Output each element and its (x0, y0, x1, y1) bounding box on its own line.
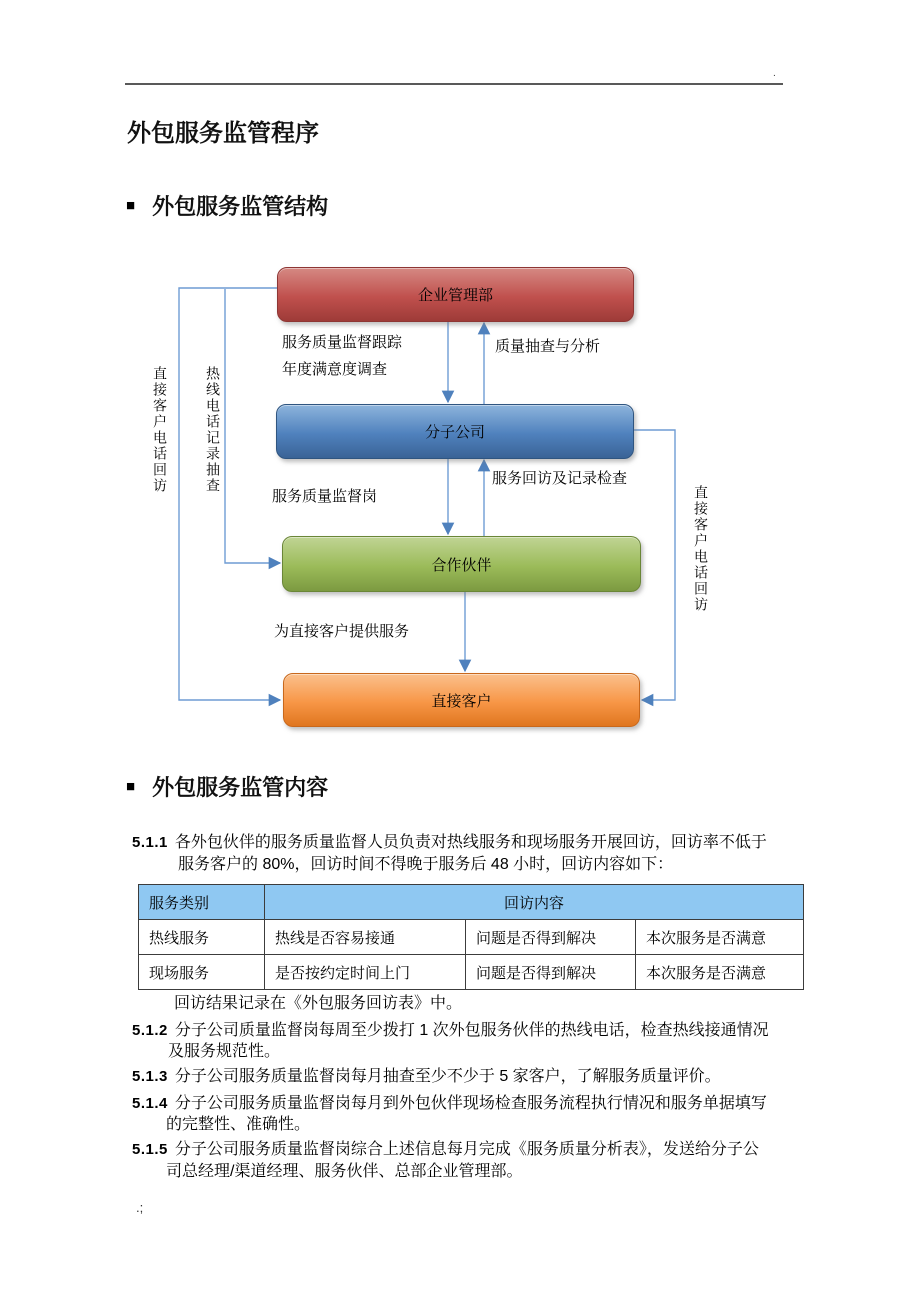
paragraph-512-line1 (132, 1020, 769, 1042)
section-heading-content (126, 771, 328, 802)
edge-label-line: 服务质量监督跟踪 (282, 334, 403, 351)
paragraph-511-line2: 服务客户的 80%，回访时间不得晚于服务后 48 小时，回访内容如下： (178, 856, 674, 873)
node-direct-customer (283, 673, 640, 727)
clause-number: 5.1.3 (132, 1068, 168, 1085)
table-cell: 问题是否得到解决 (466, 920, 636, 955)
paragraph-513-line1 (132, 1066, 721, 1088)
footer-mark: .; (136, 1200, 144, 1215)
clause-text: 分子公司服务质量监督岗每月到外包伙伴现场检查服务流程执行情况和服务单据填写 (174, 1095, 767, 1112)
table-header-service-type: 服务类别 (139, 885, 265, 920)
table-header-revisit-content: 回访内容 (265, 885, 804, 920)
clause-text: 分子公司质量监督岗每周至少拨打 1 次外包服务伙伴的热线电话，检查热线接通情况 (174, 1022, 769, 1039)
node-label: 合作伙伴 (431, 556, 492, 574)
node-subsidiary-company (276, 404, 634, 459)
revisit-content-table (138, 884, 804, 990)
table-cell: 问题是否得到解决 (466, 955, 636, 990)
clause-text: 分子公司服务质量监督岗综合上述信息每月完成《服务质量分析表》，发送给分子公 (174, 1141, 759, 1158)
clause-text: 分子公司服务质量监督岗每月抽查至少不少于 5 家客户，了解服务质量评价。 (174, 1068, 721, 1085)
node-label: 分子公司 (424, 424, 485, 441)
table-row-onsite (139, 955, 804, 990)
edge-label-provide-service: 为直接客户提供服务 (274, 623, 410, 640)
node-partner (282, 536, 641, 592)
edge-label-right: 直接客户电话回访 (693, 485, 709, 613)
paragraph-514-line1 (132, 1093, 767, 1115)
clause-number: 5.1.2 (132, 1022, 168, 1039)
table-header-row (139, 885, 804, 920)
clause-number: 5.1.1 (132, 834, 168, 851)
edge-label-tracking (282, 329, 402, 383)
page-title: 外包服务监管程序 (127, 120, 319, 147)
node-label: 企业管理部 (417, 287, 493, 304)
edge-label-supervisor-post: 服务质量监督岗 (272, 488, 378, 505)
table-note: 回访结果记录在《外包服务回访表》中。 (174, 995, 463, 1012)
edge-label-left-outer: 直接客户电话回访 (152, 366, 168, 494)
edge-label-line: 年度满意度调查 (282, 361, 388, 378)
section-bullet-icon: ■ (126, 197, 136, 214)
section-title: 外包服务监管内容 (152, 775, 329, 800)
edge-label-revisit-check: 服务回访及记录检查 (492, 470, 628, 487)
table-cell: 热线服务 (139, 920, 265, 955)
clause-text: 各外包伙伴的服务质量监督人员负责对热线服务和现场服务开展回访，回访率不低于 (174, 834, 767, 851)
paragraph-512-line2: 及服务规范性。 (168, 1043, 281, 1060)
corner-mark: . (773, 68, 776, 79)
node-label: 直接客户 (431, 692, 492, 710)
section-title: 外包服务监管结构 (152, 194, 329, 219)
table-cell: 本次服务是否满意 (636, 955, 804, 990)
clause-number: 5.1.4 (132, 1095, 168, 1112)
clause-number: 5.1.5 (132, 1141, 168, 1158)
edge-label-left-inner: 热线电话记录抽查 (205, 366, 221, 494)
table-cell: 现场服务 (139, 955, 265, 990)
table-row-hotline (139, 920, 804, 955)
edge-label-quality-check: 质量抽查与分析 (495, 338, 601, 355)
table-cell: 是否按约定时间上门 (265, 955, 466, 990)
node-management-dept (277, 267, 634, 322)
paragraph-515-line1 (132, 1139, 759, 1161)
paragraph-511-line1 (132, 832, 767, 854)
section-bullet-icon: ■ (126, 778, 136, 795)
paragraph-515-line2: 司总经理/渠道经理、服务伙伴、总部企业管理部。 (166, 1163, 523, 1180)
table-cell: 本次服务是否满意 (636, 920, 804, 955)
table-cell: 热线是否容易接通 (265, 920, 466, 955)
paragraph-514-line2: 的完整性、准确性。 (166, 1116, 311, 1133)
